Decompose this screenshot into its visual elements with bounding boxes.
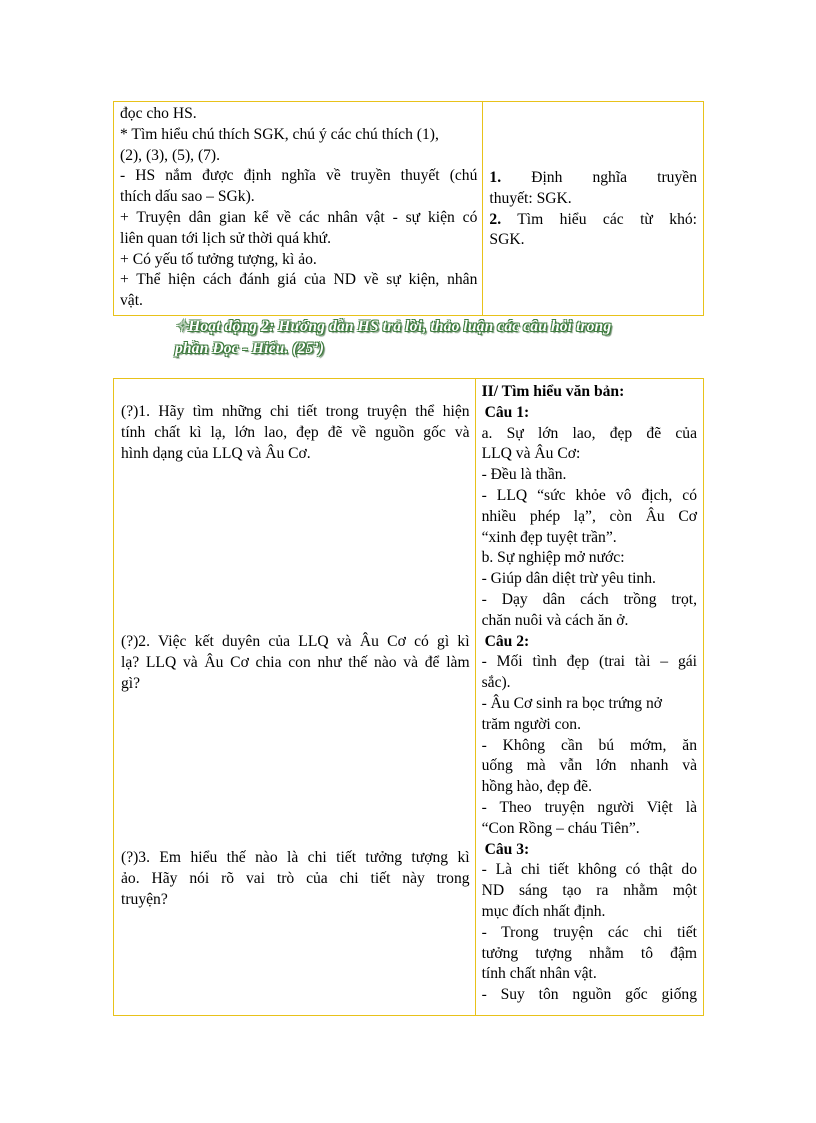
text-line: thích dấu sao – SGk). xyxy=(120,188,255,206)
text-line: gì? xyxy=(121,674,141,692)
item-text: Định nghĩa truyền xyxy=(531,169,697,186)
text-line: (?)1. Hãy tìm những chi tiết trong truyện thể hiện xyxy=(121,403,470,420)
text-line: * Tìm hiểu chú thích SGK, chú ý các chú thích (1), xyxy=(120,125,439,143)
text-line: “Con Rồng – cháu Tiên”. xyxy=(481,819,640,837)
text-line: đọc cho HS. xyxy=(120,105,197,122)
text-line: - Đều là thần. xyxy=(481,466,567,484)
item-text: Tìm hiểu các từ khó: xyxy=(517,210,697,228)
questions-table xyxy=(113,378,704,1016)
text-line: ND sáng tạo ra nhằm một xyxy=(481,882,697,900)
content-column xyxy=(483,102,703,315)
answers-column xyxy=(476,379,703,1015)
activity-heading-cont: phần Đọc - Hiểu. (25’) xyxy=(175,340,325,357)
text-line: - Là chi tiết không có thật do xyxy=(481,861,697,879)
text-line: trăm người con. xyxy=(481,715,581,733)
text-line: chăn nuôi và cách ăn ở. xyxy=(481,611,629,629)
text-line: b. Sự nghiệp mở nước: xyxy=(481,549,625,567)
text-line: - LLQ “sức khỏe vô địch, có xyxy=(481,486,697,504)
text-line: - HS nắm được định nghĩa về truyền thuyết (chú xyxy=(120,167,478,185)
item-number: 2. xyxy=(489,210,502,228)
text-line: LLQ và Âu Cơ: xyxy=(481,445,581,463)
text-line: SGK. xyxy=(489,231,525,249)
activity-heading: ✧Hoạt động 2: Hướng dẫn HS trả lời, thảo luận các câu hỏi trong xyxy=(175,318,612,335)
text-line: liên quan tới lịch sử thời quá khứ. xyxy=(120,229,331,247)
vocabulary-item xyxy=(489,210,697,231)
text-line: (?)2. Việc kết duyên của LLQ và Âu Cơ có gì kì xyxy=(121,633,470,650)
item-number: 1. xyxy=(489,169,502,186)
text-line: (?)3. Em hiểu thế nào là chi tiết tưởng tượng kì xyxy=(121,849,470,866)
text-line: - Mối tình đẹp (trai tài – gái xyxy=(481,653,697,671)
text-line: - Âu Cơ sinh ra bọc trứng nở xyxy=(481,694,663,712)
section-title: II/ Tìm hiểu văn bản: xyxy=(481,383,625,400)
text-line: nhiều phép lạ”, còn Âu Cơ xyxy=(481,507,697,525)
text-line: (2), (3), (5), (7). xyxy=(120,146,221,164)
definition-item xyxy=(489,168,697,189)
text-line: + Có yếu tố tưởng tượng, kì ảo. xyxy=(120,250,317,268)
reading-table xyxy=(113,101,704,316)
text-line: vật. xyxy=(120,292,143,310)
text-line: - Trong truyện các chi tiết xyxy=(481,923,697,941)
text-line: uống mà vẫn lớn nhanh và xyxy=(481,757,697,775)
text-line: thuyết: SGK. xyxy=(489,189,572,207)
activity-column xyxy=(114,102,483,315)
question-1 xyxy=(121,402,470,464)
text-line: - Giúp dân diệt trừ yêu tinh. xyxy=(481,570,656,588)
question-2 xyxy=(121,632,470,694)
text-line: truyện? xyxy=(121,890,168,908)
question-3 xyxy=(121,848,470,910)
text-line: hồng hào, đẹp đẽ. xyxy=(481,778,593,796)
text-line: hình dạng của LLQ và Âu Cơ. xyxy=(121,444,311,462)
answer-3-title: Câu 3: xyxy=(484,840,530,858)
text-line: “xinh đẹp tuyệt trần”. xyxy=(481,528,617,546)
text-line: mục đích nhất định. xyxy=(481,902,606,920)
text-line: - Suy tôn nguồn gốc giống xyxy=(481,986,697,1004)
text-line: lạ? LLQ và Âu Cơ chia con như thế nào và để làm xyxy=(121,653,470,671)
answer-2-title: Câu 2: xyxy=(484,632,530,650)
text-line: sắc). xyxy=(481,674,511,692)
text-line: + Thể hiện cách đánh giá của ND về sự kiện, nhân xyxy=(120,271,478,289)
text-line: - Dạy dân cách trồng trọt, xyxy=(481,590,697,608)
text-line: tưởng tượng nhằm tô đậm xyxy=(481,944,697,962)
text-line: a. Sự lớn lao, đẹp đẽ của xyxy=(481,424,697,442)
text-line: ảo. Hãy nói rõ vai trò của chi tiết này trong xyxy=(121,869,470,887)
text-line: - Không cần bú mớm, ăn xyxy=(481,736,697,754)
answer-1-title: Câu 1: xyxy=(484,403,530,421)
text-line: - Theo truyện người Việt là xyxy=(481,798,697,816)
text-line: tính chất kì lạ, lớn lao, đẹp đẽ về nguồn gốc và xyxy=(121,423,470,441)
text-line: tính chất nhân vật. xyxy=(481,965,597,983)
questions-column xyxy=(114,379,476,1015)
text-line: + Truyện dân gian kể về các nhân vật - sự kiện có xyxy=(120,208,478,226)
